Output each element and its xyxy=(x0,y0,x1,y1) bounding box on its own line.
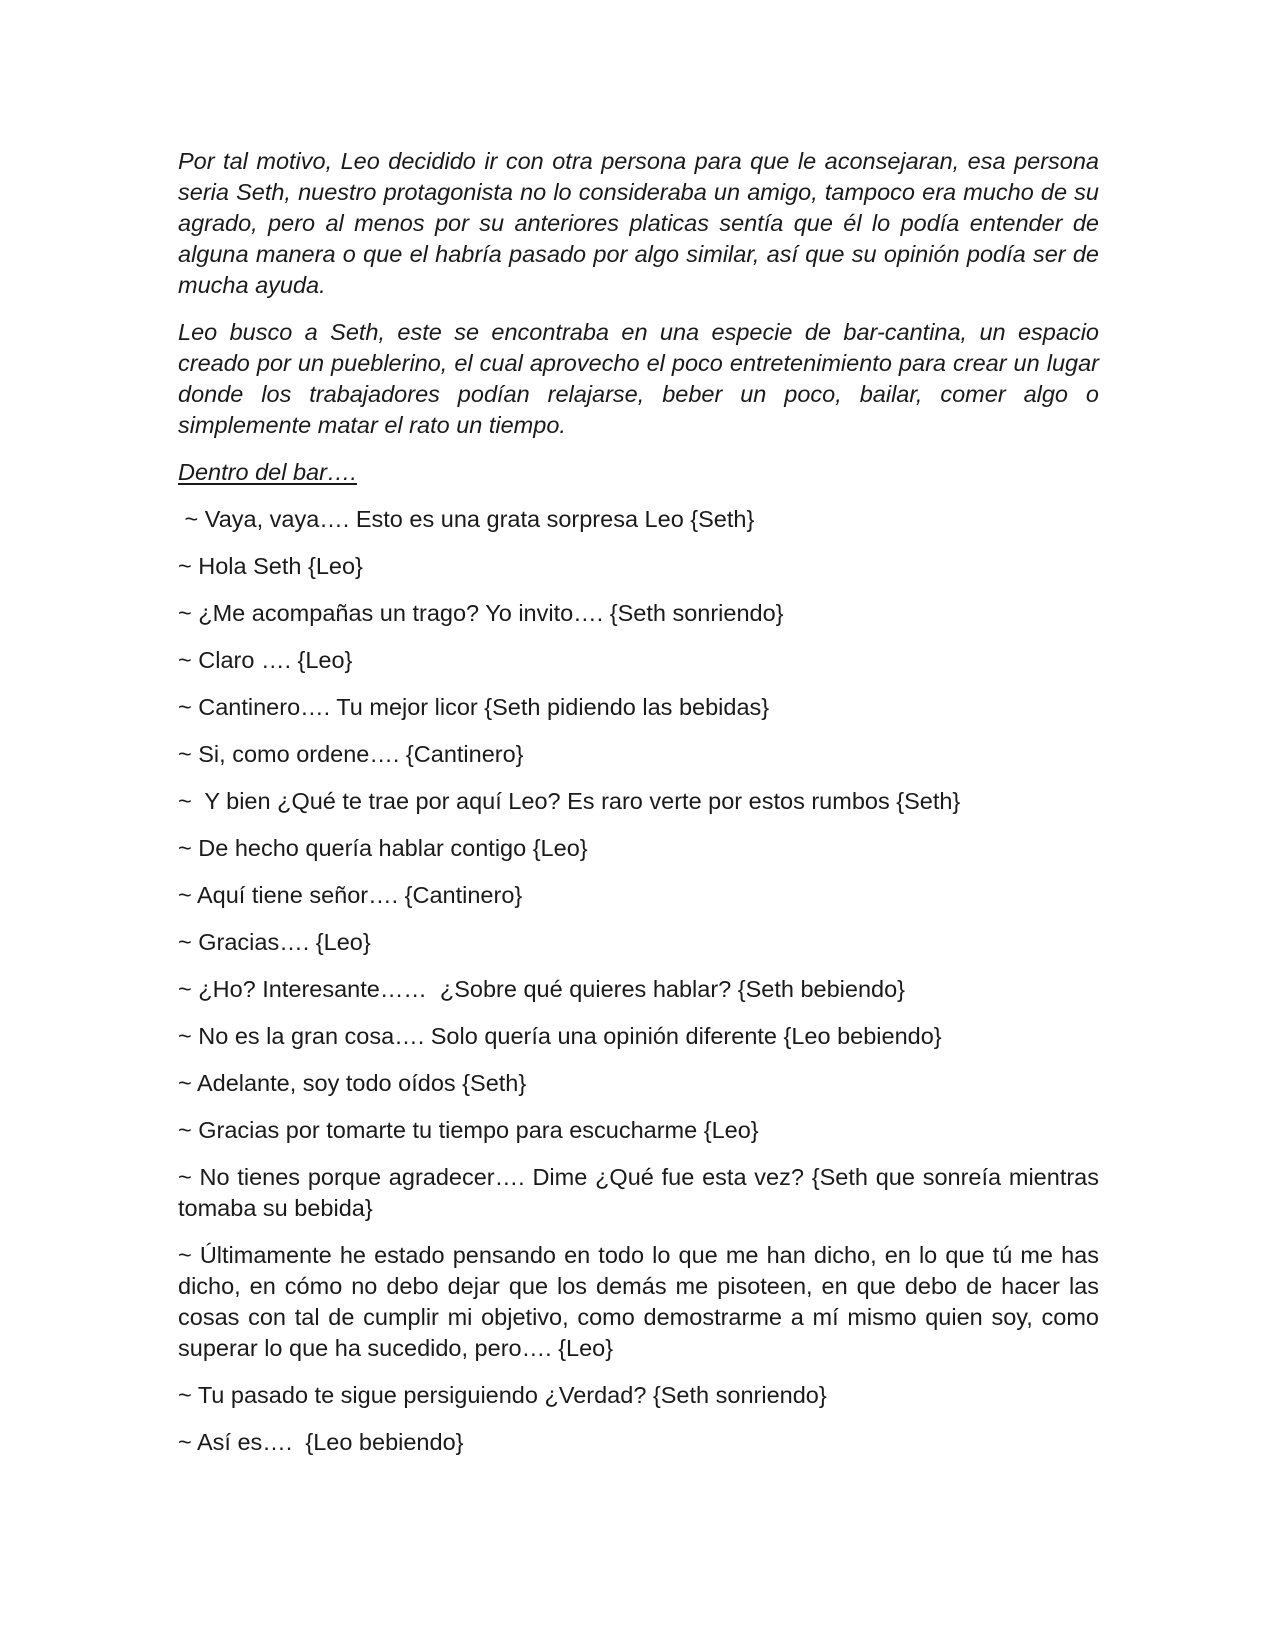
page-content xyxy=(178,146,1099,1474)
dialogue-line: ~ Hola Seth {Leo} xyxy=(178,553,363,579)
dialogue-line: ~ Adelante, soy todo oídos {Seth} xyxy=(178,1070,527,1096)
dialogue-line: ~ Gracias…. {Leo} xyxy=(178,929,371,955)
dialogue-line: ~ Así es…. {Leo bebiendo} xyxy=(178,1429,464,1455)
narrative-paragraph: Por tal motivo, Leo decidido ir con otra persona para que le aconsejaran, esa persona seria Seth, nuestro protagonista no lo consideraba un amigo, tampoco era mucho de su agrado, pero al menos por su anteriores platicas sentía que él lo podía entender de alguna manera o que el habría pasado por algo similar, así que su opinión podía ser de mucha ayuda. xyxy=(178,148,1099,298)
dialogue-line: ~ Claro …. {Leo} xyxy=(178,647,353,673)
dialogue-line: ~ ¿Me acompañas un trago? Yo invito…. {Seth sonriendo} xyxy=(178,600,784,626)
dialogue-line: ~ ¿Ho? Interesante…… ¿Sobre qué quieres hablar? {Seth bebiendo} xyxy=(178,976,906,1002)
narrative-paragraph: Leo busco a Seth, este se encontraba en una especie de bar-cantina, un espacio creado por un pueblerino, el cual aprovecho el poco entretenimiento para crear un lugar donde los trabajadores podían relajarse, beber un poco, bailar, comer algo o simplemente matar el rato un tiempo. xyxy=(178,319,1099,438)
dialogue-line: ~ Últimamente he estado pensando en todo lo que me han dicho, en lo que tú me has dicho, en cómo no debo dejar que los demás me pisoteen, en que debo de hacer las cosas con tal de cumplir mi objetivo, como demostrarme a mí mismo quien soy, como superar lo que ha sucedido, pero…. {Leo} xyxy=(178,1242,1099,1361)
dialogue-line: ~ Aquí tiene señor…. {Cantinero} xyxy=(178,882,523,908)
dialogue-line: ~ Vaya, vaya…. Esto es una grata sorpresa Leo {Seth} xyxy=(178,506,755,532)
dialogue-line: ~ No tienes porque agradecer…. Dime ¿Qué fue esta vez? {Seth que sonreía mientras tomaba su bebida} xyxy=(178,1164,1099,1221)
dialogue-line: ~ De hecho quería hablar contigo {Leo} xyxy=(178,835,588,861)
dialogue-line: ~ Cantinero…. Tu mejor licor {Seth pidiendo las bebidas} xyxy=(178,694,770,720)
dialogue-line: ~ Si, como ordene…. {Cantinero} xyxy=(178,741,524,767)
dialogue-line: ~ Tu pasado te sigue persiguiendo ¿Verdad? {Seth sonriendo} xyxy=(178,1382,827,1408)
dialogue-line: ~ Y bien ¿Qué te trae por aquí Leo? Es raro verte por estos rumbos {Seth} xyxy=(178,788,961,814)
scene-heading: Dentro del bar…. xyxy=(178,459,357,485)
dialogue-line: ~ Gracias por tomarte tu tiempo para escucharme {Leo} xyxy=(178,1117,759,1143)
dialogue-line: ~ No es la gran cosa…. Solo quería una opinión diferente {Leo bebiendo} xyxy=(178,1023,942,1049)
